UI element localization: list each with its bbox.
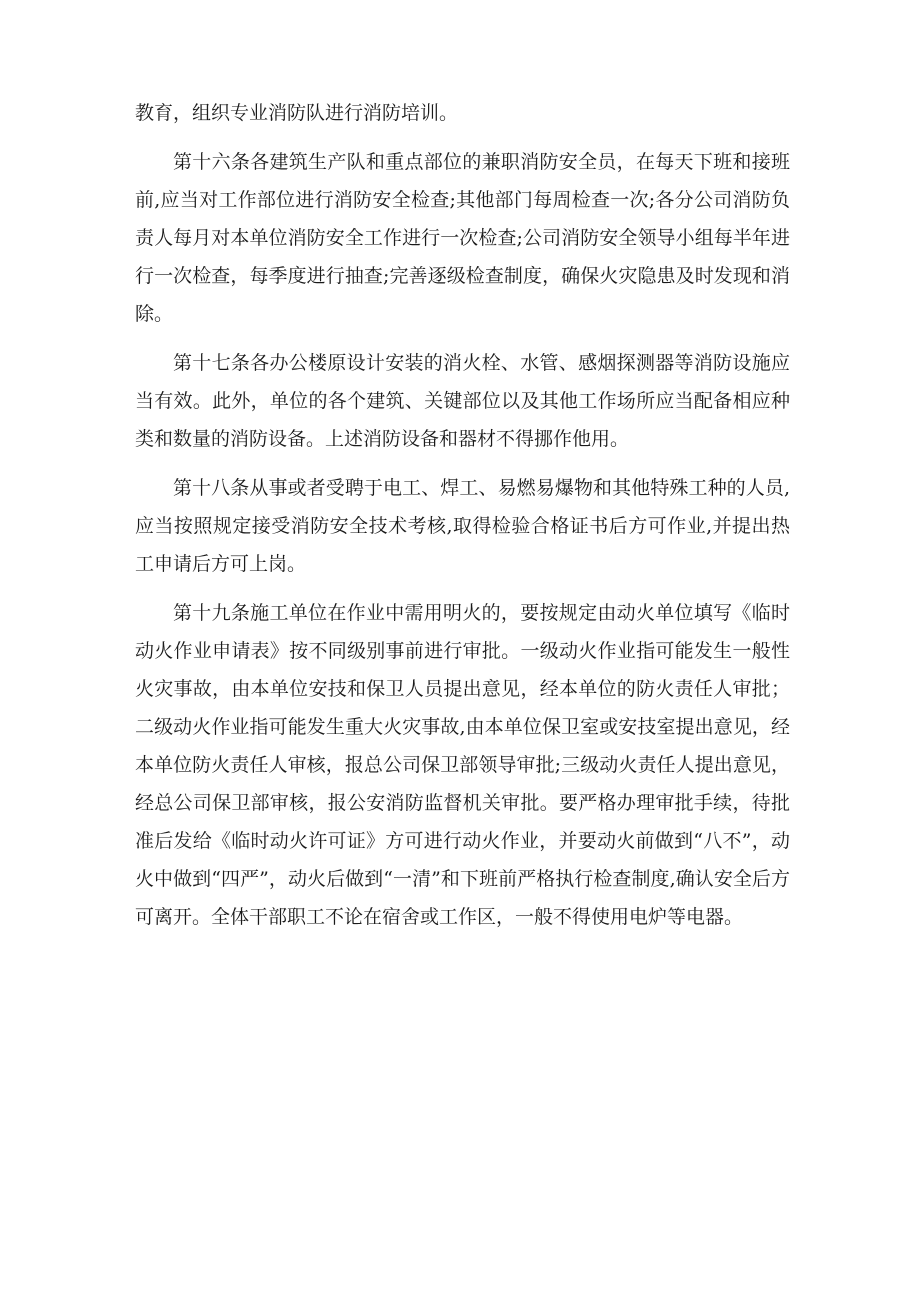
paragraph-article-16: 第十六条各建筑生产队和重点部位的兼职消防安全员，在每天下班和接班前,应当对工作部位进行消防安全检查;其他部门每周检查一次;各分公司消防负责人每月对本单位消防安全工作进行一次检查;公司消防安全领导小组每半年进行一次检查，每季度进行抽查;完善逐级检查制度，确保火灾隐患及时发现和消除。	[135, 151, 790, 325]
paragraph-article-18: 第十八条从事或者受聘于电工、焊工、易燃易爆物和其他特殊工种的人员,应当按照规定接受消防安全技术考核,取得检验合格证书后方可作业,并提出热工申请后方可上岗。	[135, 477, 790, 575]
paragraph-article-19: 第十九条施工单位在作业中需用明火的，要按规定由动火单位填写《临时动火作业申请表》按不同级别事前进行审批。一级动火作业指可能发生一般性火灾事故，由本单位安技和保卫人员提出意见，经本单位的防火责任人审批；二级动火作业指可能发生重大火灾事故,由本单位保卫室或安技室提出意见，经本单位防火责任人审核，报总公司保卫部领导审批;三级动火责任人提出意见，经总公司保卫部审核，报公安消防监督机关审批。要严格办理审批手续，待批准后发给《临时动火许可证》方可进行动火作业，并要动火前做到“八不”，动火中做到“四严”，动火后做到“一清”和下班前严格执行检查制度,确认安全后方可离开。全体干部职工不论在宿舍或工作区，一般不得使用电炉等电器。	[135, 602, 790, 928]
paragraph-article-17: 第十七条各办公楼原设计安装的消火栓、水管、感烟探测器等消防设施应当有效。此外，单位的各个建筑、关键部位以及其他工作场所应当配备相应种类和数量的消防设备。上述消防设备和器材不得挪作他用。	[135, 352, 790, 450]
paragraph-continuation: 教育，组织专业消防队进行消防培训。	[135, 102, 459, 124]
document-body	[135, 94, 790, 947]
